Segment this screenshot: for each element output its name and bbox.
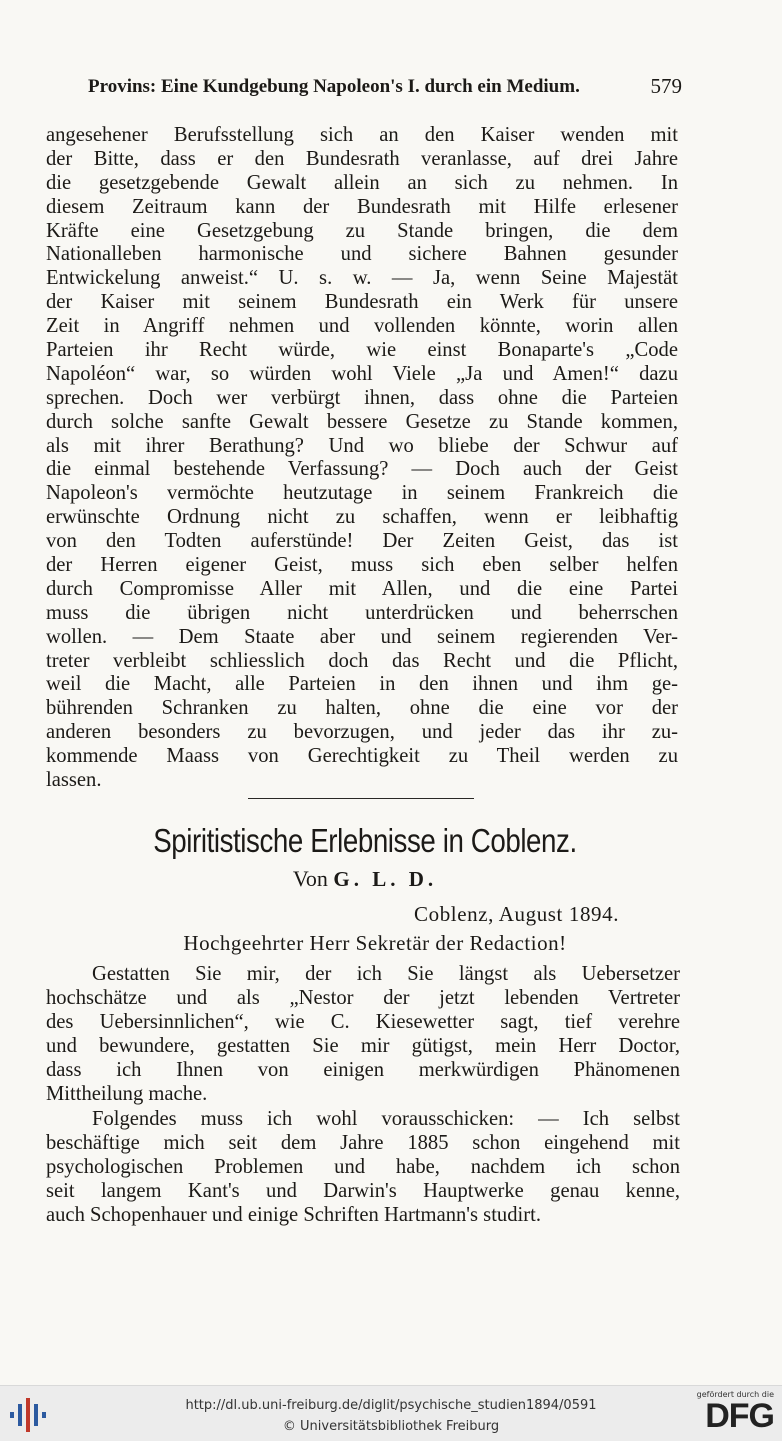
article-title: Spiritistische Erlebnisse in Coblenz. [153, 822, 577, 859]
text-line: diesem Zeitraum kann der Bundesrath mit Hilfe erlesener [46, 195, 678, 218]
text-line: Mittheilung mache. [46, 1083, 208, 1106]
text-line: wollen. — Dem Staate aber und seinem regierenden Ver- [46, 625, 678, 648]
byline-author: G. L. D. [333, 867, 438, 891]
letter-body [46, 962, 680, 1227]
text-line: erwünschte Ordnung nicht zu schaffen, wenn er leibhaftig [46, 506, 678, 529]
text-line: Zeit in Angriff nehmen und vollenden könnte, worin allen [46, 315, 678, 338]
text-line: hochschätze und als „Nestor der jetzt lebenden Vertreter [46, 987, 680, 1010]
text-line: lassen. [46, 769, 102, 792]
text-line: auch Schopenhauer und einige Schriften Hartmann's studirt. [46, 1203, 541, 1226]
text-line: durch solche sanfte Gewalt bessere Gesetze zu Stande kommen, [46, 410, 678, 433]
permalink-url[interactable]: http://dl.ub.uni-freiburg.de/diglit/psychische_studien1894/0591 [185, 1398, 597, 1413]
text-line: psychologischen Problemen und habe, nachdem ich schon [46, 1155, 680, 1178]
article-byline [0, 866, 730, 892]
text-line: beschäftige mich seit dem Jahre 1885 schon eingehend mit [46, 1131, 680, 1154]
text-line: von den Todten auferstünde! Der Zeiten Geist, das ist [46, 530, 678, 553]
text-line: Entwickelung anweist.“ U. s. w. — Ja, wenn Seine Majestät [46, 267, 678, 290]
letter-dateline: Coblenz, August 1894. [414, 902, 620, 926]
running-head-title: Provins: Eine Kundgebung Napoleon's I. durch ein Medium. [88, 76, 580, 97]
text-line: der Bitte, dass er den Bundesrath veranlasse, auf drei Jahre [46, 147, 678, 170]
letter-salutation: Hochgeehrter Herr Sekretär der Redaction! [183, 931, 567, 955]
text-line: muss die übrigen nicht unterdrücken und beherrschen [46, 601, 678, 624]
text-line: bührenden Schranken zu halten, ohne die eine vor der [46, 697, 678, 720]
dfg-funded-label: gefördert durch die [696, 1390, 774, 1399]
text-line: anderen besonders zu bevorzugen, und jeder das ihr zu- [46, 721, 678, 744]
text-line: angesehener Berufsstellung sich an den Kaiser wenden mit [46, 124, 678, 146]
text-line: Folgendes muss ich wohl vorausschicken: — Ich selbst [92, 1107, 680, 1130]
running-head [88, 76, 688, 102]
section-divider [248, 798, 474, 799]
text-line: die gesetzgebende Gewalt allein an sich zu nehmen. In [46, 171, 678, 194]
text-line: als mit ihrer Berathung? Und wo bliebe der Schwur auf [46, 434, 678, 457]
text-line: kommende Maass von Gerechtigkeit zu Theil werden zu [46, 745, 678, 768]
text-line: durch Compromisse Aller mit Allen, und die eine Partei [46, 577, 678, 600]
text-line: der Herren eigener Geist, muss sich eben selber helfen [46, 554, 678, 577]
text-line: Nationalleben harmonische und sichere Bahnen gesunder [46, 243, 678, 266]
page-number: 579 [650, 74, 682, 98]
viewer-footer [0, 1385, 782, 1441]
text-line: Kräfte eine Gesetzgebung zu Stande bringen, die dem [46, 219, 678, 242]
text-line: und bewundere, gestatten Sie mir gütigst, mein Herr Doctor, [46, 1035, 680, 1058]
text-line: dass ich Ihnen von einigen merkwürdigen Phänomenen [46, 1059, 680, 1082]
text-line: Gestatten Sie mir, der ich Sie längst als Uebersetzer [92, 963, 680, 985]
text-line: der Kaiser mit seinem Bundesrath ein Werk für unsere [46, 291, 678, 314]
text-line: Parteien ihr Recht würde, wie einst Bonaparte's „Code [46, 339, 678, 362]
copyright-notice: © Universitätsbibliothek Freiburg [282, 1419, 500, 1434]
text-line: seit langem Kant's und Darwin's Hauptwerke genau kenne, [46, 1179, 680, 1202]
dfg-logo [692, 1390, 774, 1438]
text-line: des Uebersinnlichen“, wie C. Kiesewetter sagt, tief verehre [46, 1011, 680, 1034]
text-line: sprechen. Doch wer verbürgt ihnen, dass ohne die Parteien [46, 386, 678, 409]
dfg-logo-text: DFG [705, 1397, 774, 1435]
text-line: Napoléon“ war, so würden wohl Viele „Ja und Amen!“ dazu [46, 362, 678, 385]
paragraph-continued [46, 124, 678, 793]
text-line: die einmal bestehende Verfassung? — Doch auch der Geist [46, 458, 678, 481]
text-line: Napoleon's vermöchte heutzutage in seinem Frankreich die [46, 482, 678, 505]
text-line: treter verbleibt schliesslich doch das Recht und die Pflicht, [46, 649, 678, 672]
text-line: weil die Macht, alle Parteien in den ihnen und ihm ge- [46, 673, 678, 696]
byline-prefix: Von [292, 866, 328, 891]
